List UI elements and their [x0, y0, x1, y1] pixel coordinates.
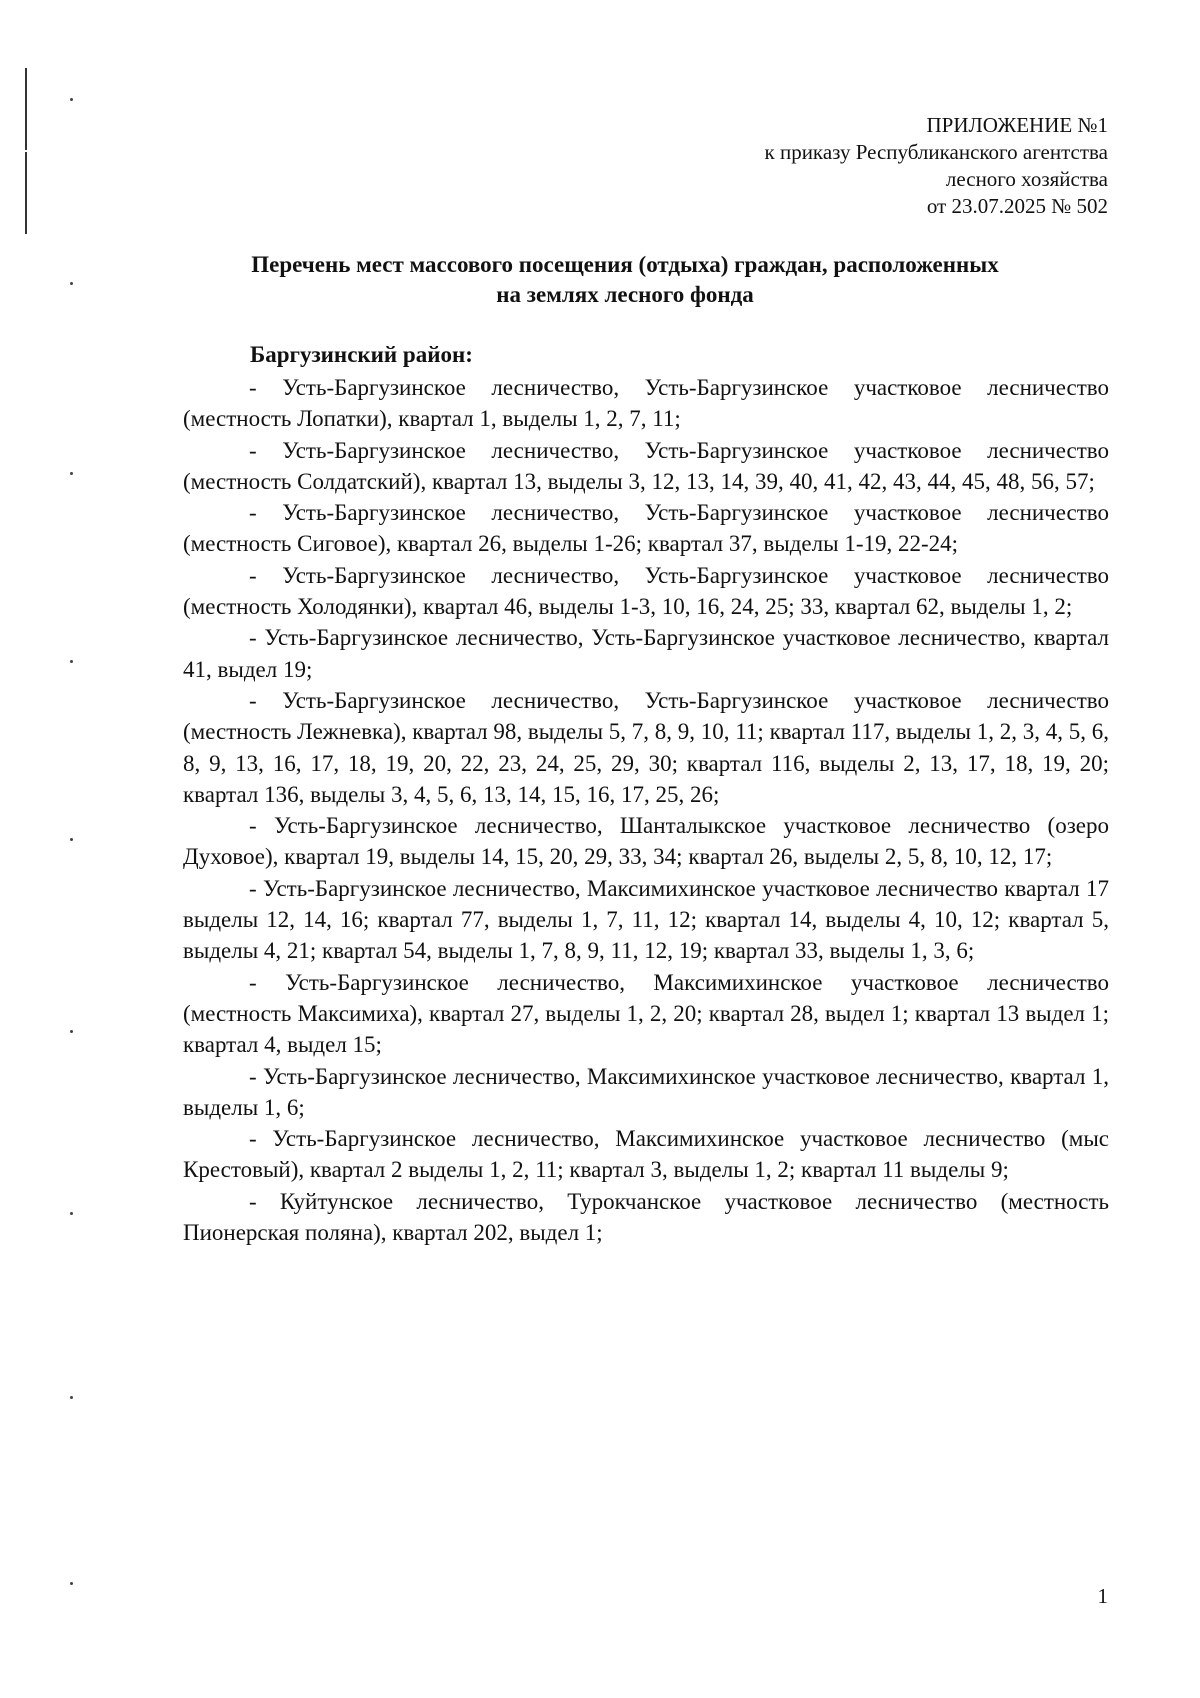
list-item: - Усть-Баргузинское лесничество, Усть-Баргузинское участковое лесничество (местность Сиговое), квартал 26, выделы 1-26; квартал 37, выделы 1-19, 22-24; — [183, 500, 1109, 557]
list-item: - Усть-Баргузинское лесничество, Шанталыкское участковое лесничество (озеро Духовое), квартал 19, выделы 14, 15, 20, 29, 33, 34; квартал 26, выделы 2, 5, 8, 10, 12, 17; — [183, 813, 1109, 870]
scan-artifact-dot — [70, 660, 73, 663]
document-title-line-2: на землях лесного фонда — [496, 282, 754, 307]
list-item: - Усть-Баргузинское лесничество, Усть-Баргузинское участковое лесничество, квартал 41, выдел 19; — [183, 625, 1109, 682]
scan-artifact-dot — [70, 282, 73, 285]
district-heading: Баргузинский район: — [250, 342, 473, 367]
page-number: 1 — [1097, 1584, 1108, 1608]
scan-artifact-dot — [70, 1212, 73, 1215]
scan-artifact-dot — [70, 472, 73, 475]
entries-list — [183, 372, 1109, 1248]
document-title — [150, 250, 1100, 310]
scan-artifact-line — [25, 152, 27, 234]
scan-artifact-dot — [70, 1582, 73, 1585]
scan-artifact-dot — [70, 838, 73, 841]
list-item: - Усть-Баргузинское лесничество, Максимихинское участковое лесничество (мыс Крестовый), квартал 2 выделы 1, 2, 11; квартал 3, выделы 1, 2; квартал 11 выделы 9; — [183, 1126, 1109, 1183]
scan-artifact-dot — [70, 1396, 73, 1399]
agency-name: лесного хозяйства — [945, 167, 1108, 191]
list-item: - Куйтунское лесничество, Турокчанское участковое лесничество (местность Пионерская поляна), квартал 202, выдел 1; — [183, 1188, 1109, 1246]
list-item: - Усть-Баргузинское лесничество, Усть-Баргузинское участковое лесничество (местность Солдатский), квартал 13, выделы 3, 12, 13, 14, 39, 40, 41, 42, 43, 44, 45, 48, 56, 57; — [183, 437, 1109, 494]
list-item: - Усть-Баргузинское лесничество, Максимихинское участковое лесничество (местность Максимиха), квартал 27, выделы 1, 2, 20; квартал 28, выдел 1; квартал 13 выдел 1; квартал 4, выдел 15; — [183, 969, 1109, 1058]
list-item: - Усть-Баргузинское лесничество, Усть-Баргузинское участковое лесничество (местность Лопатки), квартал 1, выделы 1, 2, 7, 11; — [183, 375, 1109, 432]
scan-artifact-line — [25, 68, 27, 150]
scan-artifact-dot — [70, 98, 73, 101]
appendix-header — [765, 112, 1109, 220]
order-date-number: от 23.07.2025 № 502 — [926, 194, 1108, 218]
list-item: - Усть-Баргузинское лесничество, Максимихинское участковое лесничество квартал 17 выделы 12, 14, 16; квартал 77, выделы 1, 7, 11, 12; квартал 14, выделы 4, 10, 12; квартал 5, выделы 4, 21; квартал 54, выделы 1, 7, 8, 9, 11, 12, 19; квартал 33, выделы 1, 3, 6; — [183, 875, 1109, 964]
scan-artifact-dot — [70, 1030, 73, 1033]
appendix-label: ПРИЛОЖЕНИЕ №1 — [926, 113, 1108, 137]
list-item: - Усть-Баргузинское лесничество, Усть-Баргузинское участковое лесничество (местность Лежневка), квартал 98, выделы 5, 7, 8, 9, 10, 11; квартал 117, выделы 1, 2, 3, 4, 5, 6, 8, 9, 13, 16, 17, 18, 19, 20, 22, 23, 24, 25, 29, 30; квартал 116, выделы 2, 13, 17, 18, 19, 20; квартал 136, выделы 3, 4, 5, 6, 13, 14, 15, 16, 17, 25, 26; — [183, 687, 1109, 807]
list-item: - Усть-Баргузинское лесничество, Максимихинское участковое лесничество, квартал 1, выделы 1, 6; — [183, 1063, 1109, 1120]
list-item: - Усть-Баргузинское лесничество, Усть-Баргузинское участковое лесничество (местность Холодянки), квартал 46, выделы 1-3, 10, 16, 24, 25; 33, квартал 62, выделы 1, 2; — [183, 562, 1109, 620]
order-reference: к приказу Республиканского агентства — [764, 140, 1108, 164]
document-title-line-1: Перечень мест массового посещения (отдыха) граждан, расположенных — [251, 252, 999, 277]
